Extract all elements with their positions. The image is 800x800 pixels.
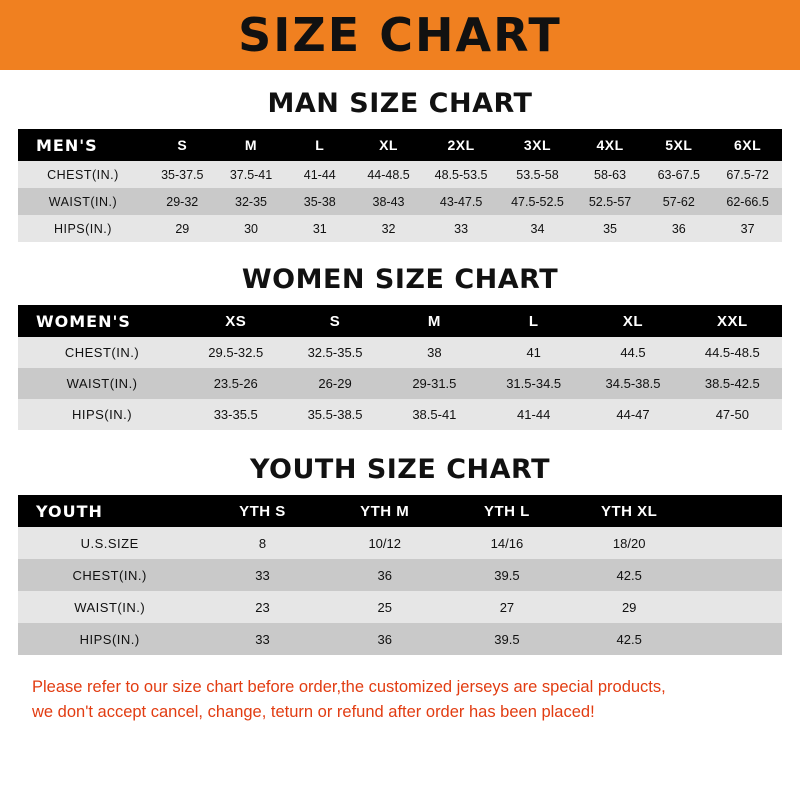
man-cell: 29 bbox=[175, 221, 190, 236]
chart-content bbox=[0, 88, 800, 725]
youth-row-label: CHEST(IN.) bbox=[72, 567, 147, 583]
youth-header-cell: YTH M bbox=[360, 502, 410, 520]
man-cell: 37 bbox=[740, 221, 755, 236]
man-header-cell: 5XL bbox=[665, 137, 693, 153]
women-cell: 38.5-41 bbox=[412, 407, 457, 422]
women-table-header-row bbox=[18, 305, 782, 337]
youth-cell-spacer bbox=[690, 559, 782, 591]
man-cell: 67.5-72 bbox=[726, 167, 769, 182]
man-cell: 44-48.5 bbox=[367, 167, 410, 182]
man-section-title: MAN SIZE CHART bbox=[267, 88, 533, 119]
page-banner bbox=[0, 0, 800, 70]
women-section-title: WOMEN SIZE CHART bbox=[241, 264, 559, 295]
man-row-label: CHEST(IN.) bbox=[47, 167, 119, 182]
youth-header-cell: YTH XL bbox=[601, 502, 658, 520]
man-cell: 58-63 bbox=[594, 167, 627, 182]
youth-header-cell: YTH S bbox=[239, 502, 286, 520]
man-cell: 37.5-41 bbox=[229, 167, 273, 182]
table-row bbox=[18, 188, 782, 215]
man-cell: 32 bbox=[381, 221, 396, 236]
women-row-label: WAIST(IN.) bbox=[66, 376, 138, 391]
man-cell: 57-62 bbox=[662, 194, 695, 209]
youth-header-cell: YTH L bbox=[484, 502, 530, 520]
man-header-cell: 4XL bbox=[596, 137, 624, 153]
youth-row-label: WAIST(IN.) bbox=[74, 599, 146, 615]
table-row bbox=[18, 591, 782, 623]
table-row bbox=[18, 399, 782, 430]
youth-cell: 29 bbox=[621, 599, 637, 615]
footer-note bbox=[18, 675, 782, 725]
youth-cell: 25 bbox=[377, 599, 392, 615]
man-header-cell: L bbox=[315, 137, 325, 153]
man-cell: 41-44 bbox=[303, 167, 336, 182]
youth-section-title: YOUTH SIZE CHART bbox=[249, 454, 551, 485]
youth-cell: 39.5 bbox=[494, 631, 520, 647]
women-cell: 44-47 bbox=[616, 407, 650, 422]
women-header-cell: WOMEN'S bbox=[36, 311, 131, 331]
man-header-cell: XL bbox=[379, 137, 398, 153]
women-cell: 38.5-42.5 bbox=[704, 376, 760, 391]
women-row-label: CHEST(IN.) bbox=[64, 345, 140, 360]
women-header-cell: XL bbox=[622, 312, 644, 330]
man-row-label: HIPS(IN.) bbox=[53, 221, 112, 236]
youth-cell: 33 bbox=[255, 631, 270, 647]
table-row bbox=[18, 559, 782, 591]
footer-note-line-1: Please refer to our size chart before order,the customized jerseys are special products, bbox=[32, 678, 666, 696]
youth-cell: 42.5 bbox=[616, 631, 642, 647]
man-cell: 36 bbox=[671, 221, 686, 236]
women-header-cell: L bbox=[528, 312, 539, 330]
women-cell: 38 bbox=[427, 345, 442, 360]
youth-cell: 36 bbox=[377, 631, 392, 647]
women-cell: 34.5-38.5 bbox=[605, 376, 661, 391]
youth-cell: 10/12 bbox=[368, 535, 401, 551]
footer-note-line-2: we don't accept cancel, change, teturn or refund after order has been placed! bbox=[32, 702, 595, 721]
man-header-cell: 2XL bbox=[447, 137, 475, 153]
man-size-table bbox=[18, 129, 782, 242]
man-cell: 48.5-53.5 bbox=[434, 167, 488, 182]
youth-header-spacer bbox=[690, 495, 782, 527]
youth-cell-spacer bbox=[690, 623, 782, 655]
youth-cell: 33 bbox=[255, 567, 270, 583]
man-cell: 43-47.5 bbox=[439, 194, 483, 209]
youth-size-table bbox=[18, 495, 782, 655]
women-cell: 23.5-26 bbox=[213, 376, 258, 391]
man-cell: 32-35 bbox=[235, 194, 267, 209]
women-size-table bbox=[18, 305, 782, 430]
man-cell: 62-66.5 bbox=[726, 194, 769, 209]
women-row-label: HIPS(IN.) bbox=[71, 407, 133, 422]
women-cell: 41-44 bbox=[517, 407, 551, 422]
man-cell: 35 bbox=[603, 221, 617, 236]
youth-header-cell: YOUTH bbox=[36, 501, 103, 521]
women-cell: 47-50 bbox=[715, 407, 749, 422]
table-row bbox=[18, 368, 782, 399]
man-cell: 35-37.5 bbox=[161, 167, 204, 182]
man-cell: 38-43 bbox=[372, 194, 405, 209]
man-header-cell: 3XL bbox=[523, 137, 552, 153]
women-header-cell: M bbox=[427, 312, 441, 330]
women-cell: 44.5 bbox=[620, 345, 646, 360]
table-row bbox=[18, 623, 782, 655]
page-title: SIZE CHART bbox=[238, 8, 562, 62]
man-cell: 53.5-58 bbox=[516, 167, 559, 182]
man-row-label: WAIST(IN.) bbox=[48, 194, 118, 209]
women-cell: 31.5-34.5 bbox=[506, 376, 562, 391]
women-cell: 29.5-32.5 bbox=[208, 345, 264, 360]
women-cell: 29-31.5 bbox=[412, 376, 457, 391]
women-cell: 26-29 bbox=[318, 376, 352, 391]
man-header-cell: M bbox=[244, 137, 258, 153]
man-table-header-row bbox=[18, 129, 782, 161]
youth-cell-spacer bbox=[690, 591, 782, 623]
youth-cell: 27 bbox=[499, 599, 515, 615]
youth-cell: 14/16 bbox=[490, 535, 524, 551]
women-header-cell: XS bbox=[225, 312, 247, 330]
man-cell: 30 bbox=[244, 221, 258, 236]
table-row bbox=[18, 337, 782, 368]
youth-cell: 39.5 bbox=[494, 567, 520, 583]
youth-cell: 42.5 bbox=[616, 567, 642, 583]
man-header-cell: 6XL bbox=[733, 137, 762, 153]
man-header-cell: S bbox=[177, 137, 188, 153]
man-cell: 33 bbox=[454, 221, 469, 236]
youth-cell: 36 bbox=[377, 567, 392, 583]
women-cell: 35.5-38.5 bbox=[307, 407, 363, 422]
man-cell: 34 bbox=[530, 221, 545, 236]
women-cell: 33-35.5 bbox=[213, 407, 258, 422]
women-cell: 32.5-35.5 bbox=[307, 345, 363, 360]
man-header-cell: MEN'S bbox=[36, 135, 98, 155]
youth-row-label: HIPS(IN.) bbox=[79, 631, 140, 647]
women-cell: 44.5-48.5 bbox=[704, 345, 760, 360]
youth-row-label: U.S.SIZE bbox=[80, 535, 139, 551]
man-cell: 47.5-52.5 bbox=[511, 194, 564, 209]
youth-table-header-row bbox=[18, 495, 782, 527]
women-cell: 41 bbox=[526, 345, 541, 360]
women-header-cell: XXL bbox=[716, 312, 748, 330]
youth-cell: 8 bbox=[258, 535, 267, 551]
women-header-cell: S bbox=[329, 312, 341, 330]
man-cell: 29-32 bbox=[166, 194, 199, 209]
man-cell: 35-38 bbox=[303, 194, 336, 209]
youth-cell-spacer bbox=[690, 527, 782, 559]
youth-cell: 23 bbox=[255, 599, 270, 615]
man-cell: 31 bbox=[312, 221, 327, 236]
youth-cell: 18/20 bbox=[612, 535, 646, 551]
man-cell: 52.5-57 bbox=[588, 194, 632, 209]
man-cell: 63-67.5 bbox=[657, 167, 700, 182]
table-row bbox=[18, 215, 782, 242]
table-row bbox=[18, 161, 782, 188]
table-row bbox=[18, 527, 782, 559]
